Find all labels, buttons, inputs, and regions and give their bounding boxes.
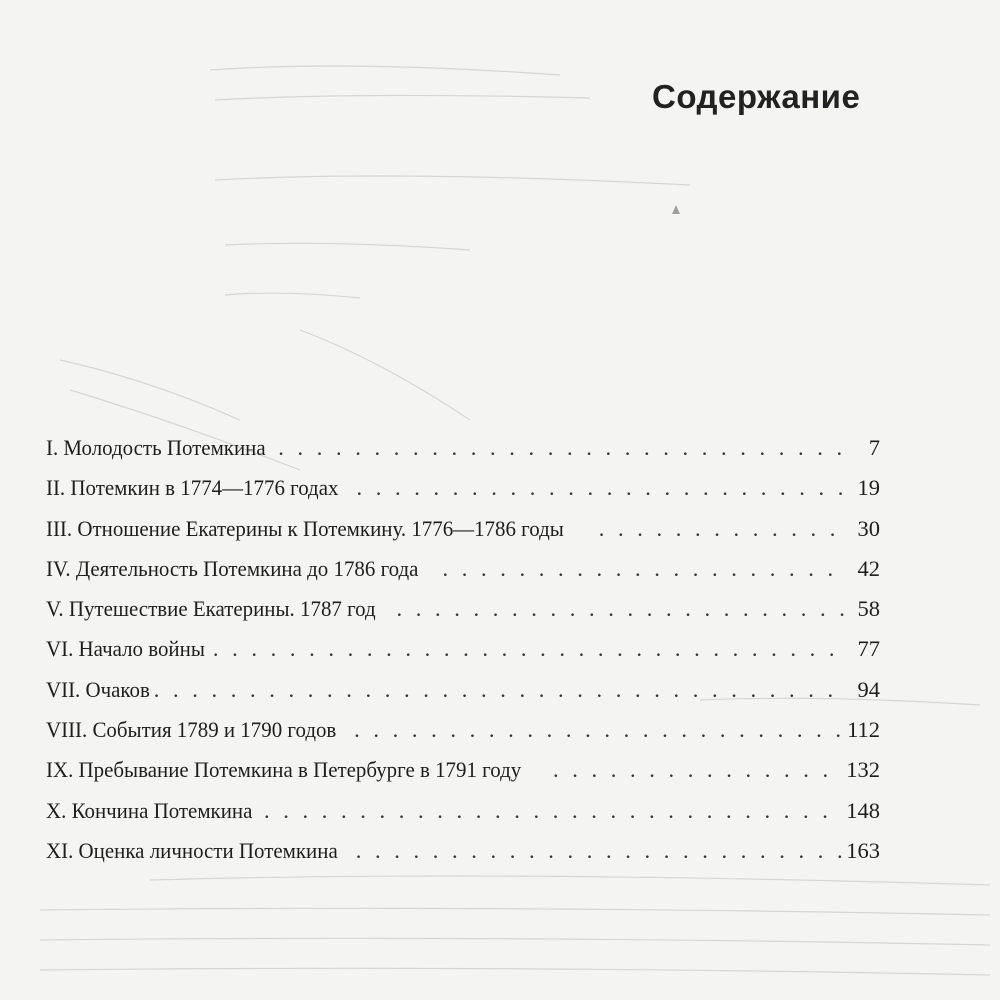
toc-entry-title: IV. Деятельность Потемкина до 1786 года: [46, 555, 419, 581]
toc-entry: [46, 750, 880, 790]
toc-entry: [46, 468, 880, 508]
toc-leader-dots: [553, 750, 843, 790]
toc-entry-page-number: 19: [857, 475, 880, 501]
toc-entry-page-number: 148: [846, 797, 880, 823]
toc-entry-title: II. Потемкин в 1774—1776 годах: [46, 475, 339, 501]
toc-entry-page-number: 7: [868, 435, 880, 460]
toc-entry: [46, 831, 880, 871]
toc-entry-page-number: 163: [846, 837, 880, 863]
toc-entry: [46, 509, 880, 549]
toc-leader-dots: [154, 670, 847, 710]
toc-entry-page-number: 42: [857, 555, 880, 581]
toc-entry-page-number: 58: [857, 596, 880, 622]
toc-entry-title: I. Молодость Потемкина: [46, 435, 266, 460]
toc-leader-dots: [397, 589, 848, 629]
toc-entry-title: XI. Оценка личности Потемкина: [46, 837, 338, 863]
toc-entry-title: V. Путешествие Екатерины. 1787 год: [46, 596, 376, 622]
toc-leader-dots: [213, 629, 847, 669]
toc-entry-page-number: 30: [857, 515, 880, 541]
toc-entry-page-number: 77: [857, 636, 880, 662]
toc-entry-title: VII. Очаков: [46, 676, 150, 702]
toc-leader-dots: [278, 428, 847, 468]
toc-entry-page-number: 132: [846, 757, 880, 783]
toc-leader-dots: [264, 791, 843, 831]
toc-entry-title: III. Отношение Екатерины к Потемкину. 1776—1786 годы: [46, 515, 564, 541]
toc-entry: [46, 791, 880, 831]
table-of-contents: [46, 428, 880, 871]
toc-entry: [46, 629, 880, 669]
toc-entry-page-number: 112: [847, 717, 880, 743]
page-title: Содержание: [652, 78, 861, 116]
toc-entry: [46, 670, 880, 710]
toc-leader-dots: [599, 509, 847, 549]
toc-entry-title: IX. Пребывание Потемкина в Петербурге в 1791 году: [46, 757, 522, 783]
toc-entry: [46, 549, 880, 589]
toc-leader-dots: [356, 468, 847, 508]
toc-leader-dots: [354, 710, 844, 750]
toc-entry: [46, 710, 880, 750]
toc-entry-title: VIII. События 1789 и 1790 годов: [46, 717, 337, 743]
toc-leader-dots: [442, 549, 847, 589]
toc-entry-title: X. Кончина Потемкина: [46, 797, 253, 823]
toc-entry: [46, 428, 880, 468]
toc-entry-title: VI. Начало войны: [46, 636, 205, 662]
toc-entry-page-number: 94: [857, 676, 880, 702]
toc-leader-dots: [356, 831, 844, 871]
toc-entry: [46, 589, 880, 629]
